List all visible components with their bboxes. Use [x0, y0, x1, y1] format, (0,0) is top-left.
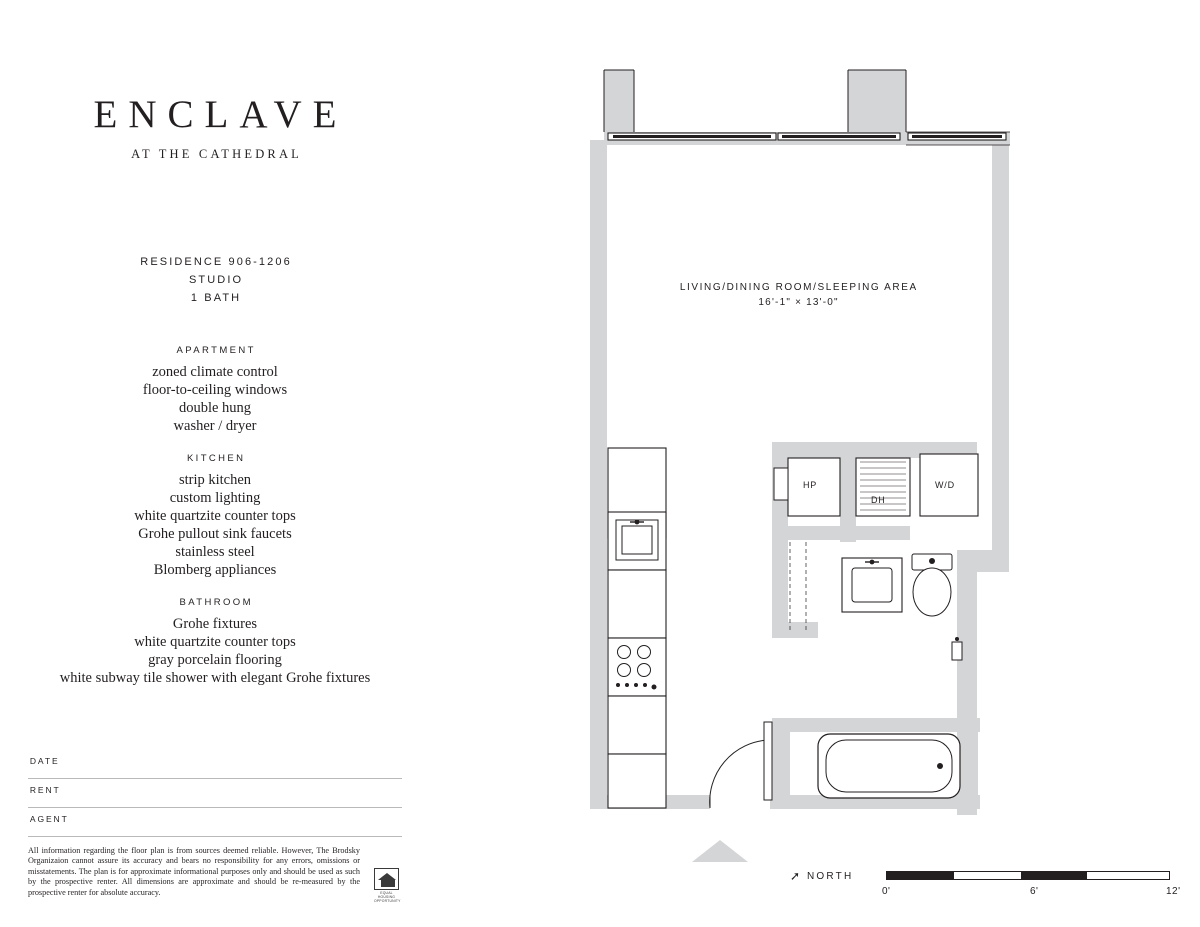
spec-group-bathroom — [0, 597, 430, 687]
appliance-label-wd: W/D — [935, 480, 955, 490]
spec-group-title: APARTMENT — [176, 345, 256, 356]
scale-bar — [790, 862, 1180, 912]
spec-item: zoned climate control — [152, 364, 278, 380]
appliance-label-dh: DH — [871, 495, 886, 505]
spec-item: Grohe pullout sink faucets — [138, 526, 292, 542]
field-label-date: DATE — [29, 756, 60, 766]
spec-item: strip kitchen — [178, 472, 252, 488]
north-label: NORTH — [807, 871, 854, 882]
scale-tick: 6' — [1030, 886, 1039, 897]
spec-item: custom lighting — [169, 490, 261, 506]
brand-name: ENCLAVE — [93, 93, 348, 136]
specs-list — [0, 345, 430, 705]
scale-ticks — [850, 886, 1180, 900]
spec-group-apartment — [0, 345, 430, 435]
eho-caption: EQUAL HOUSING OPPORTUNITY — [374, 891, 401, 903]
brand-subtitle: AT THE CATHEDRAL — [131, 147, 303, 161]
spec-group-kitchen — [0, 453, 430, 579]
house-icon — [374, 868, 399, 890]
scale-bar-graphic — [886, 871, 1170, 880]
floorplan-drawing — [560, 50, 1180, 890]
spec-group-title: BATHROOM — [179, 597, 253, 608]
spec-item: double hung — [178, 400, 252, 416]
disclaimer-text: All information regarding the floor plan is from sources deemed reliable. However, The Brodsky Organizaion cannot assure its accuracy and bears no responsibility for any errors, omissions or misstatements. The plan is for approximate informational purposes only and should be used as such by the prospective renter. All dimensions are approximate and should be re-measured by the prospective renter for absolute accuracy. — [28, 846, 360, 897]
brand-block — [0, 95, 430, 162]
spec-item: floor-to-ceiling windows — [142, 382, 288, 398]
spec-item: Blomberg appliances — [153, 562, 277, 578]
spec-item: washer / dryer — [173, 418, 257, 434]
spec-item: stainless steel — [175, 544, 255, 560]
field-label-agent: AGENT — [29, 814, 69, 824]
residence-baths: 1 BATH — [190, 292, 242, 304]
spec-item: white subway tile shower with elegant Grohe fixtures — [59, 670, 371, 686]
room-dimensions: 16'-1" × 13'-0" — [758, 297, 839, 308]
spec-item: white quartzite counter tops — [134, 634, 296, 650]
residence-number: RESIDENCE 906-1206 — [140, 256, 292, 268]
room-name: LIVING/DINING ROOM/SLEEPING AREA — [679, 282, 918, 293]
field-row-agent[interactable] — [28, 808, 402, 837]
scale-tick: 12' — [1166, 886, 1181, 897]
room-label-living-dining — [588, 280, 1008, 310]
spec-item: gray porcelain flooring — [148, 652, 282, 668]
field-row-rent[interactable] — [28, 779, 402, 808]
residence-type: STUDIO — [188, 274, 244, 286]
floorplan-svg — [560, 50, 1180, 890]
appliance-label-hp: HP — [803, 480, 818, 490]
spec-item: white quartzite counter tops — [134, 508, 296, 524]
spec-item: Grohe fixtures — [172, 616, 258, 632]
field-label-rent: RENT — [29, 785, 61, 795]
north-arrow-icon: ➚ — [790, 869, 801, 883]
scale-tick: 0' — [882, 886, 891, 897]
residence-block — [0, 253, 430, 307]
equal-housing-opportunity-icon — [374, 868, 402, 903]
spec-group-title: KITCHEN — [186, 453, 246, 464]
field-row-date[interactable] — [28, 750, 402, 779]
info-panel — [0, 0, 430, 927]
form-fields — [28, 750, 402, 837]
